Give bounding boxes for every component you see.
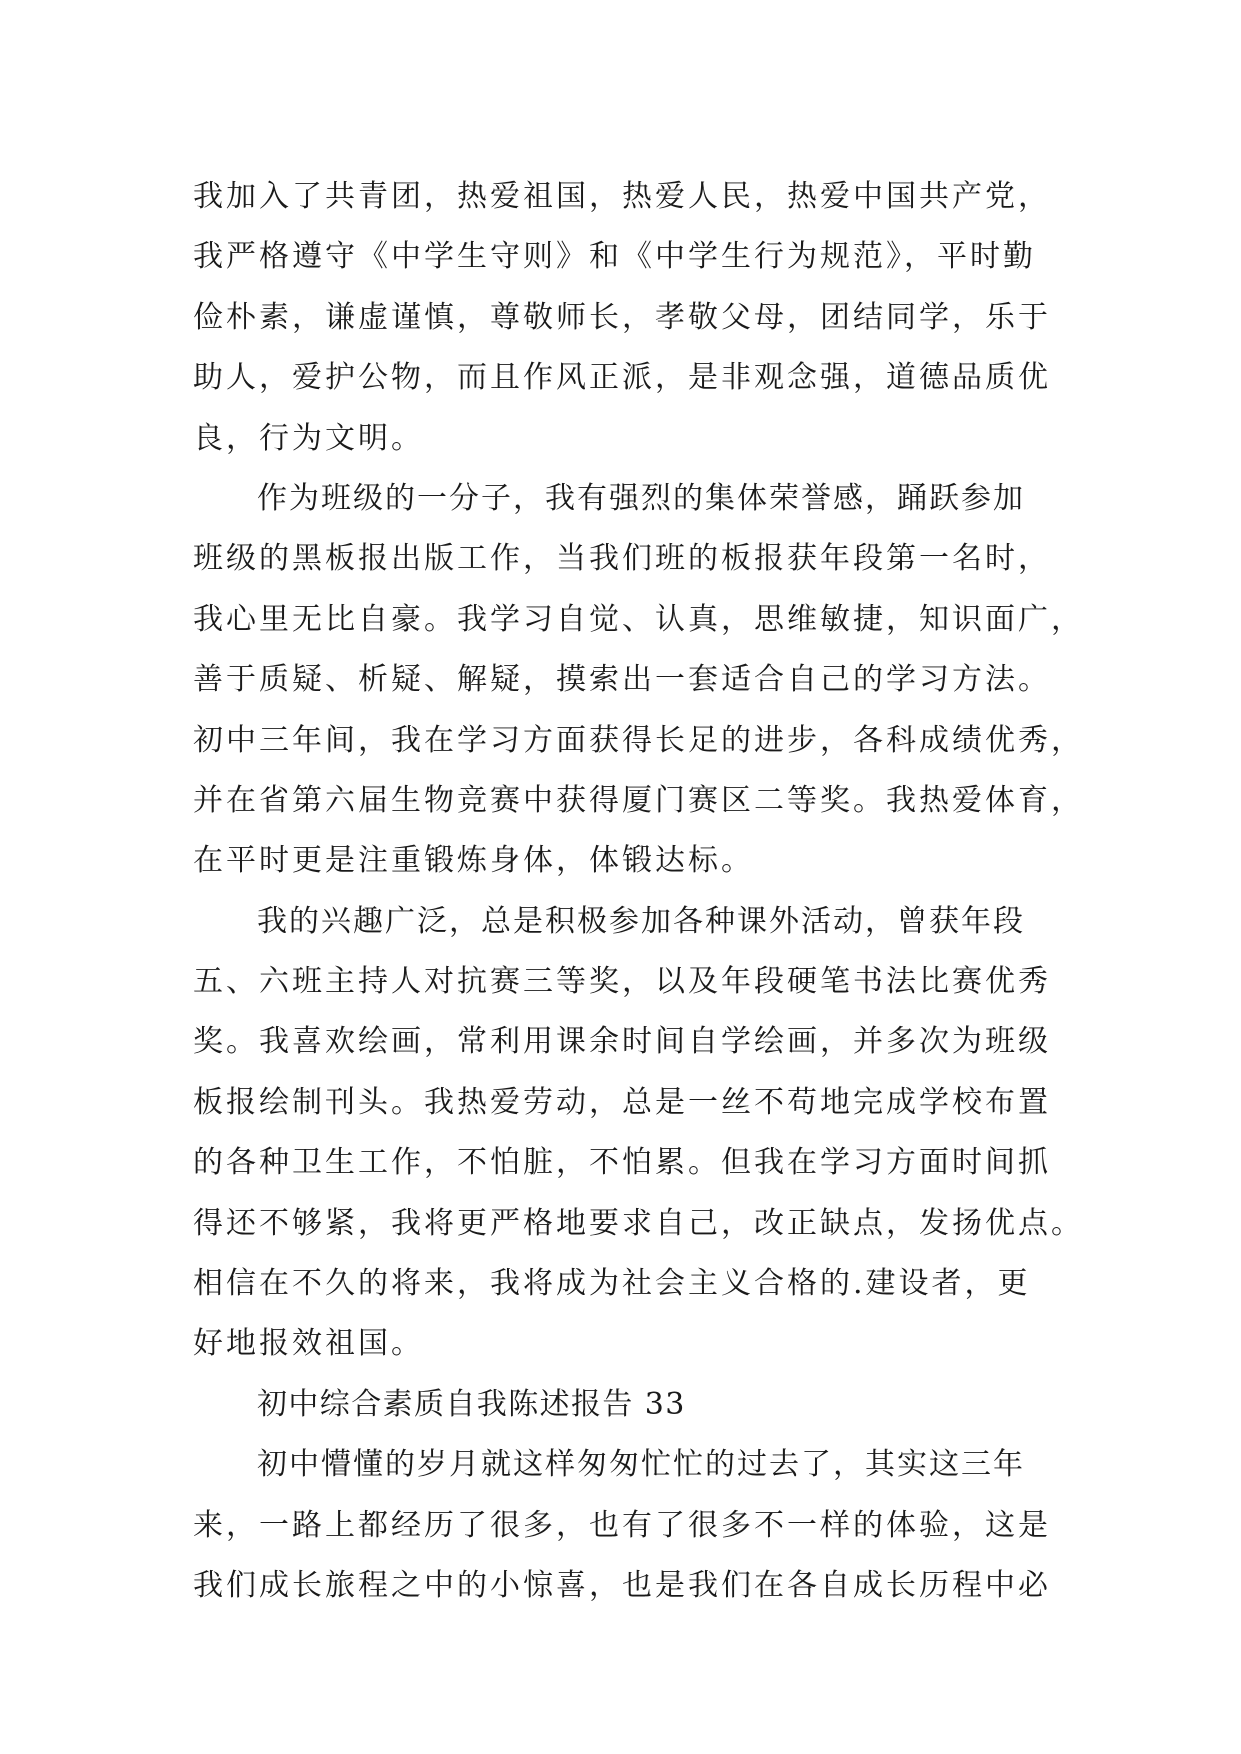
- text-line: 并在省第六届生物竞赛中获得厦门赛区二等奖。我热爱体育，: [193, 782, 1084, 818]
- text-line: 善于质疑、析疑、解疑，摸索出一套适合自己的学习方法。: [193, 662, 1051, 698]
- text-line: 的各种卫生工作，不怕脏，不怕累。但我在学习方面时间抓: [193, 1145, 1051, 1181]
- text-line: 班级的黑板报出版工作，当我们班的板报获年段第一名时，: [193, 541, 1051, 577]
- text-line: 我的兴趣广泛，总是积极参加各种课外活动，曾获年段: [257, 903, 1025, 939]
- text-line: 我严格遵守《中学生守则》和《中学生行为规范》，平时勤: [193, 239, 1036, 275]
- text-line: 我心里无比自豪。我学习自觉、认真，思维敏捷，知识面广，: [193, 601, 1084, 637]
- text-line: 得还不够紧，我将更严格地要求自己，改正缺点，发扬优点。: [193, 1205, 1084, 1241]
- text-line: 相信在不久的将来，我将成为社会主义合格的.建设者，更: [193, 1266, 1031, 1302]
- document-body: [193, 167, 1084, 1616]
- text-line: 板报绘制刊头。我热爱劳动，总是一丝不苟地完成学校布置: [193, 1084, 1051, 1120]
- text-line: 我们成长旅程之中的小惊喜，也是我们在各自成长历程中必: [193, 1567, 1051, 1603]
- text-line: 作为班级的一分子，我有强烈的集体荣誉感，踊跃参加: [257, 480, 1025, 516]
- text-line: 初中综合素质自我陈述报告 33: [257, 1386, 686, 1422]
- text-line: 好地报效祖国。: [193, 1326, 424, 1362]
- text-line: 在平时更是注重锻炼身体，体锻达标。: [193, 843, 754, 879]
- text-line: 初中三年间，我在学习方面获得长足的进步，各科成绩优秀，: [193, 722, 1084, 758]
- text-line: 奖。我喜欢绘画，常利用课余时间自学绘画，并多次为班级: [193, 1024, 1051, 1060]
- text-line: 五、六班主持人对抗赛三等奖，以及年段硬笔书法比赛优秀: [193, 964, 1051, 1000]
- text-line: 来，一路上都经历了很多，也有了很多不一样的体验，这是: [193, 1507, 1051, 1543]
- text-line: 助人，爱护公物，而且作风正派，是非观念强，道德品质优: [193, 360, 1051, 396]
- text-line: 良，行为文明。: [193, 420, 424, 456]
- text-line: 初中懵懂的岁月就这样匆匆忙忙的过去了，其实这三年: [257, 1447, 1025, 1483]
- text-line: 我加入了共青团，热爱祖国，热爱人民，热爱中国共产党，: [193, 179, 1051, 214]
- text-line: 俭朴素，谦虚谨慎，尊敬师长，孝敬父母，团结同学，乐于: [193, 299, 1051, 335]
